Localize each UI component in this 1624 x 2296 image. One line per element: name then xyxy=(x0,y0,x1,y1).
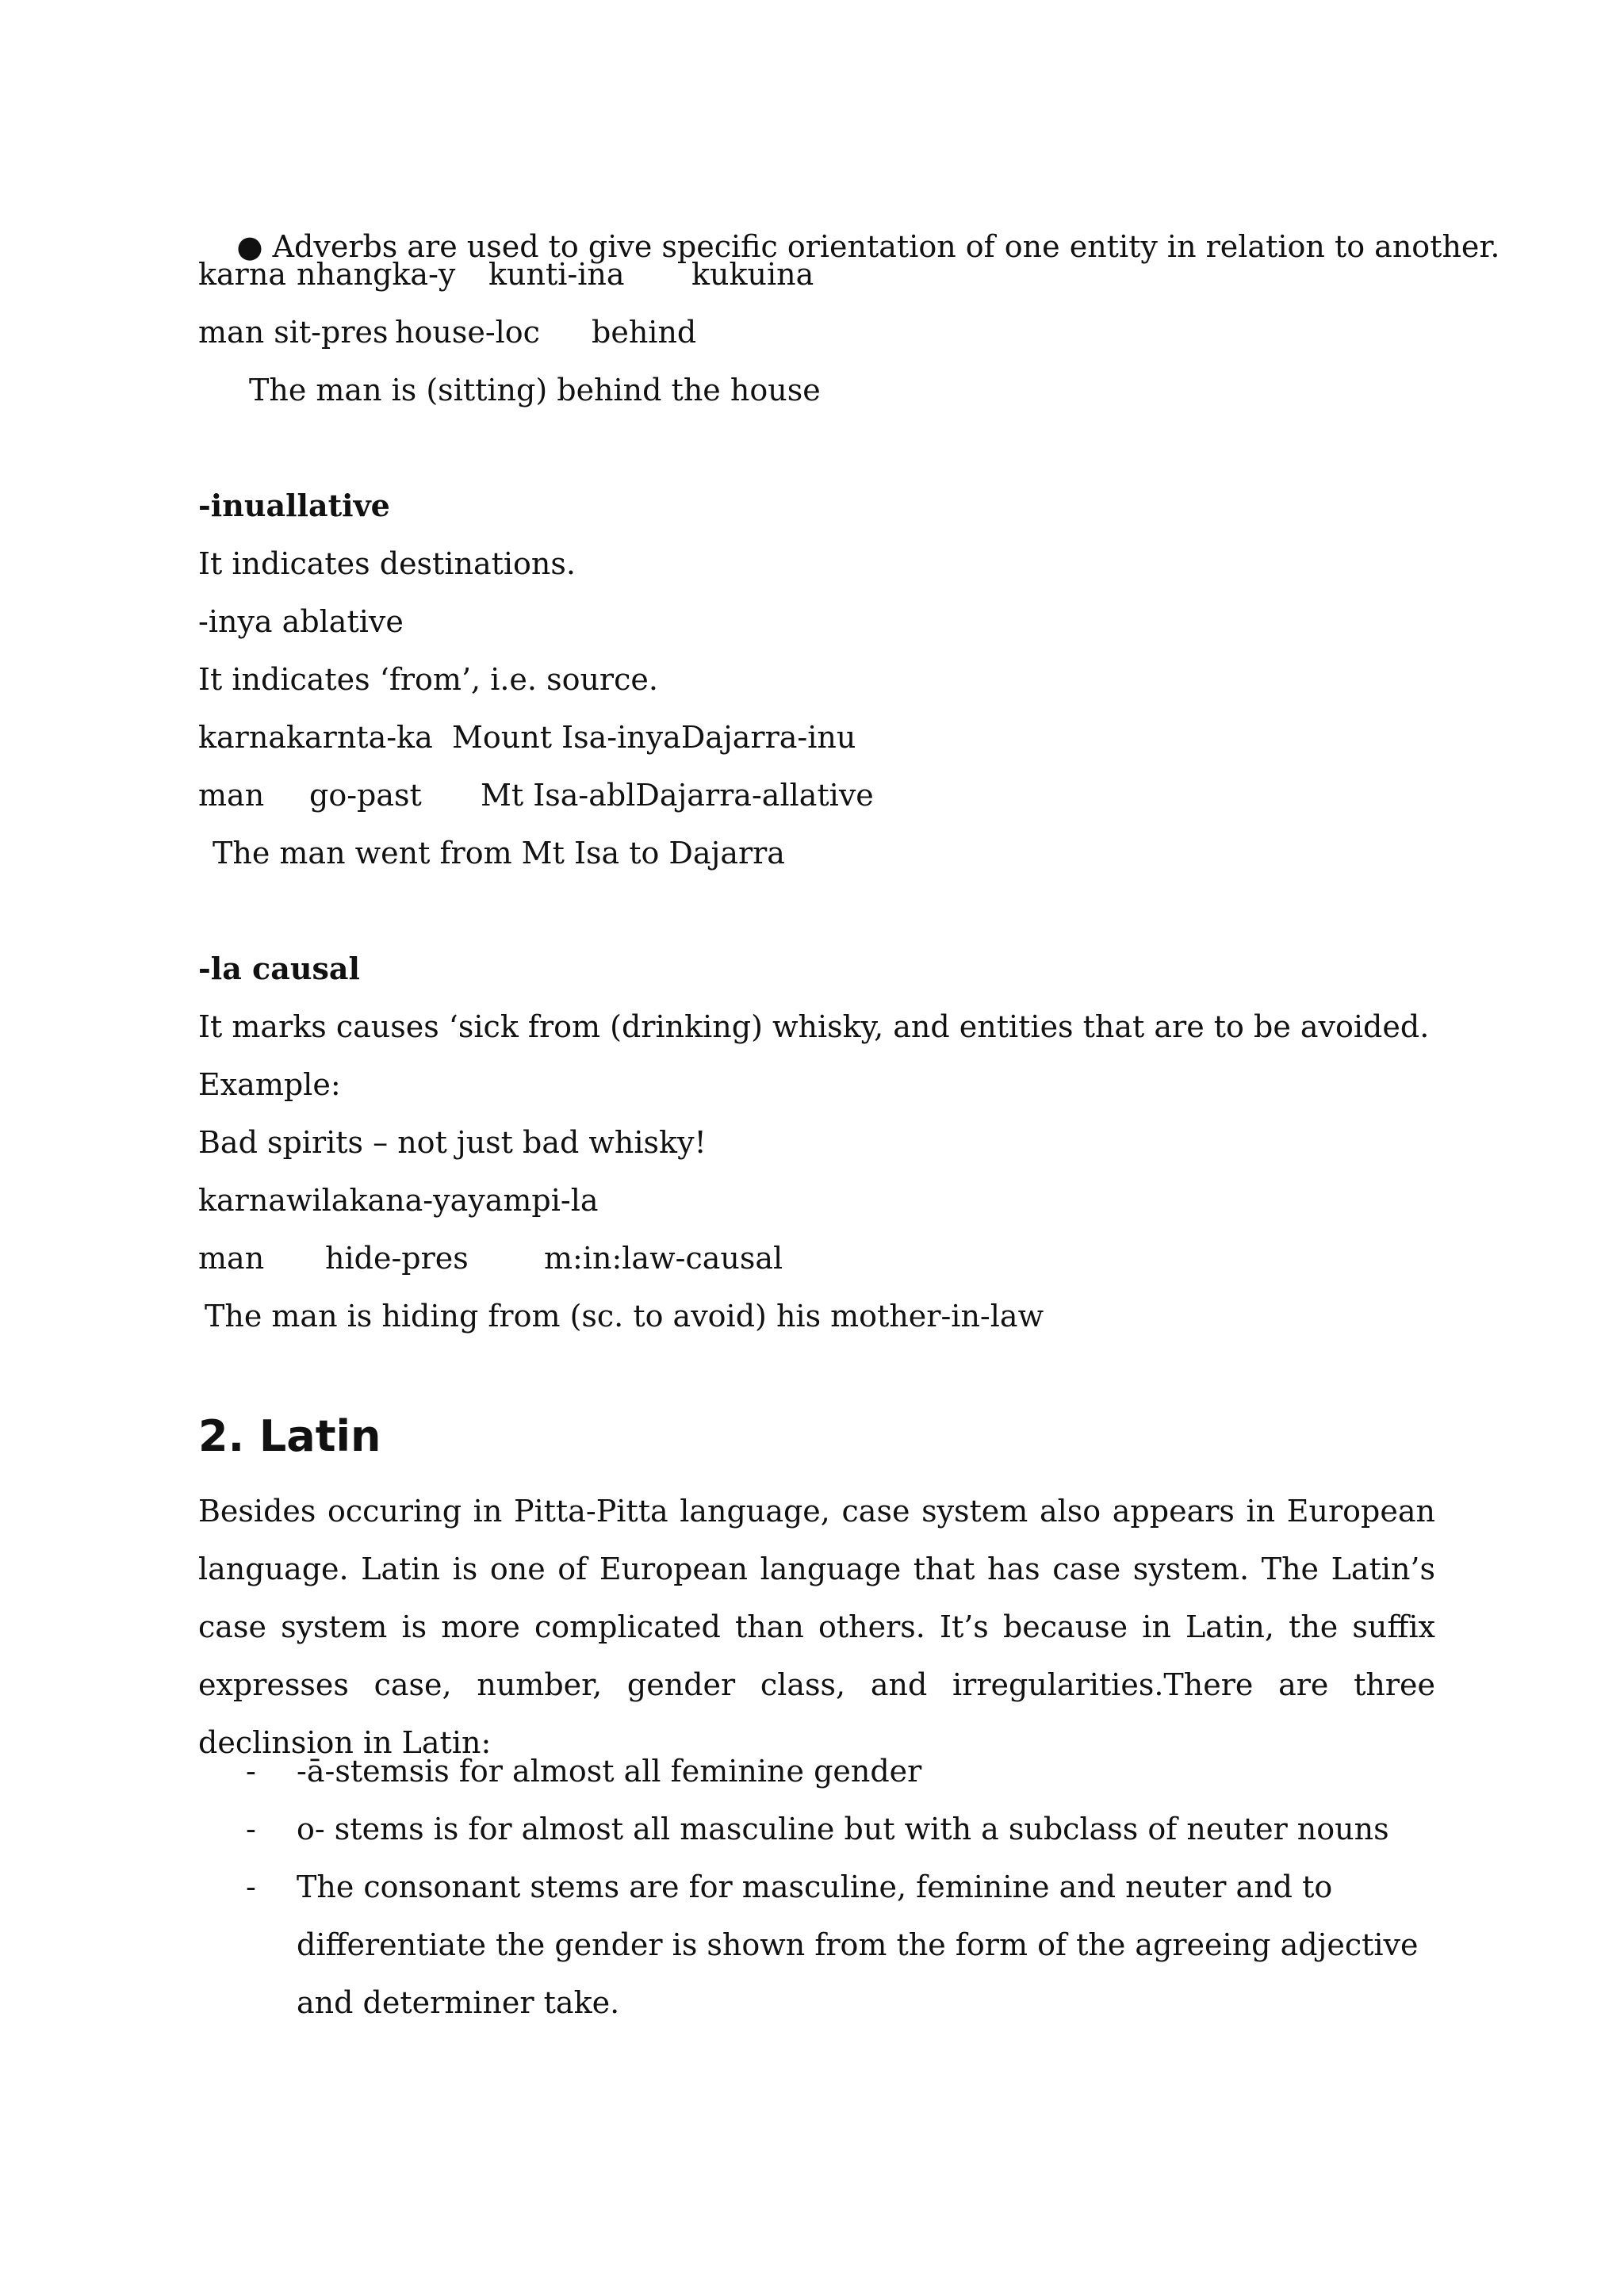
list-dash: - xyxy=(246,1754,256,1789)
list-item-text: The consonant stems are for masculine, feminine and neuter and to differentiate the gender is shown from the form of the agreeing adjective and determiner take. xyxy=(297,1869,1419,2020)
causal-example-title: Bad spirits – not just bad whisky! xyxy=(198,1125,707,1160)
causal-description: It marks causes ‘sick from (drinking) whisky, and entities that are to be avoided. xyxy=(198,1009,1430,1044)
allative-description: It indicates destinations. xyxy=(198,546,576,581)
ablative-heading: -inya ablative xyxy=(198,604,404,639)
list-dash: - xyxy=(246,1869,256,1904)
gloss-word: hide-pres xyxy=(325,1241,469,1276)
gloss-word: Mount Isa-inyaDajarra-inu xyxy=(452,720,856,755)
ablative-description: It indicates ‘from’, i.e. source. xyxy=(198,662,658,697)
ablative-translation: The man went from Mt Isa to Dajarra xyxy=(213,836,785,871)
latin-declension-list xyxy=(198,1743,1435,2032)
bullet-icon: ● xyxy=(236,229,263,264)
causal-heading: -la causal xyxy=(198,951,360,986)
gloss-word: karna xyxy=(198,257,286,292)
adverbs-intro: Adverbs are used to give specific orientation of one entity in relation to another. xyxy=(272,229,1500,264)
causal-example-label: Example: xyxy=(198,1067,341,1102)
latin-heading: 2. Latin xyxy=(198,1411,381,1461)
gloss-word: house-loc xyxy=(395,315,540,350)
allative-heading: -inuallative xyxy=(198,488,390,523)
list-dash: - xyxy=(246,1812,256,1846)
gloss-word: man sit-pres xyxy=(198,315,389,350)
list-item xyxy=(198,1858,1435,2032)
gloss-word: go-past xyxy=(309,778,422,813)
gloss-word: man xyxy=(198,778,265,813)
causal-translation: The man is hiding from (sc. to avoid) his mother-in-law xyxy=(205,1299,1044,1334)
gloss-word: kunti-ina xyxy=(488,257,625,292)
gloss-word: karnawilakana-yayampi-la xyxy=(198,1183,599,1218)
gloss-word: man xyxy=(198,1241,265,1276)
gloss-word: m:in:law-causal xyxy=(544,1241,783,1276)
gloss-word: behind xyxy=(592,315,697,350)
list-item-text: -ā-stemsis for almost all feminine gender xyxy=(297,1754,922,1789)
list-item xyxy=(198,1743,1435,1800)
gloss-word: kukuina xyxy=(691,257,814,292)
list-item-text: o- stems is for almost all masculine but with a subclass of neuter nouns xyxy=(297,1812,1389,1846)
list-item xyxy=(198,1800,1435,1858)
gloss-word: Mt Isa-ablDajarra-allative xyxy=(481,778,874,813)
latin-paragraph: Besides occuring in Pitta-Pitta language, case system also appears in European language. Latin is one of European language that has case system. The Latin’s case system is more complicated than others. It’s because in Latin, the suffix expresses case, number, gender class, and irregularities.There are three declinsion in Latin: xyxy=(198,1494,1435,1760)
gloss-word: karnakarnta-ka xyxy=(198,720,433,755)
adverbs-translation: The man is (sitting) behind the house xyxy=(249,373,821,408)
gloss-word: nhangka-y xyxy=(297,257,456,292)
